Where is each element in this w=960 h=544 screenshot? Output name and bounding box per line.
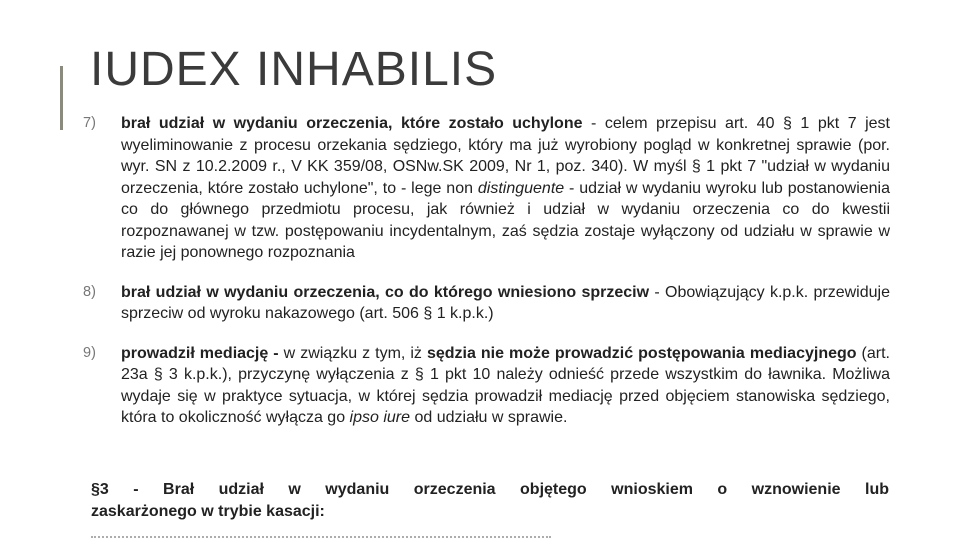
item-heading: brał udział w wydaniu orzeczenia, które zostało uchylone (121, 115, 583, 132)
item-text: od udziału w sprawie. (410, 409, 568, 426)
item-emphasis: sędzia nie może prowadzić postępowania mediacyjnego (426, 344, 857, 362)
list-item-8 (80, 282, 890, 325)
item-number: 7) (83, 115, 96, 131)
item-heading: brał udział w wydaniu orzeczenia, co do którego wniesiono sprzeciw (121, 283, 650, 301)
list-item-9 (80, 343, 890, 429)
item-text: w związku z tym, iż (278, 344, 427, 362)
cut-off-text-line (91, 536, 551, 544)
item-italic: distinguente (477, 179, 565, 197)
paragraph-line-1: §3 - Brał udział w wydaniu orzeczenia objętego wnioskiem o wznowienie lub (91, 481, 889, 498)
title-accent-bar (60, 66, 63, 130)
section-paragraph (91, 479, 889, 522)
item-text: - celem przepisu art. 40 § 1 pkt 7 jest wyeliminowanie z procesu orzekania sędziego, który ma już wyrobiony pogląd w konkretnej sprawie (por. wyr. SN z 10.2.2009 r., V KK 359/08, OSNw.SK 2009, Nr 1, poz. 340). W myśl § 1 pkt 7 "udział w wydaniu orzeczenia, które zostało uchylone", to - lege non (121, 115, 891, 197)
item-text: - udział w wydaniu wyroku lub postanowienia co do głównego przedmiotu procesu, jak również i udział w wydaniu orzeczenia co do kwestii rozpoznawanej w tzw. postępowaniu incydentalnym, zaś sędzia zostaje wyłączony od udziału w sprawie w razie jej ponownego rozpoznania (121, 179, 891, 261)
item-text: - Obowiązujący k.p.k. przewiduje sprzeciw od wyroku nakazowego (art. 506 § 1 k.p.k.) (121, 283, 890, 322)
item-italic: ipso iure (349, 409, 411, 426)
item-heading: prowadził mediację - (121, 344, 279, 362)
item-text: (art. 23a § 3 k.p.k.), przyczynę wyłączenia z § 1 pkt 10 należy odnieść przede wszystkim do ławnika. Możliwa wydaje się w praktyce sytuacja, w której sędzia prowadził mediację przed objęciem stanowiska sędziego, która to okoliczność wyłącza go (121, 344, 891, 426)
paragraph-line-2: zaskarżonego w trybie kasacji: (91, 502, 325, 520)
item-number: 9) (83, 344, 96, 361)
content-list (80, 113, 890, 447)
item-number: 8) (83, 283, 96, 300)
list-item-7 (80, 113, 890, 264)
slide-title: IUDEX INHABILIS (90, 43, 498, 96)
